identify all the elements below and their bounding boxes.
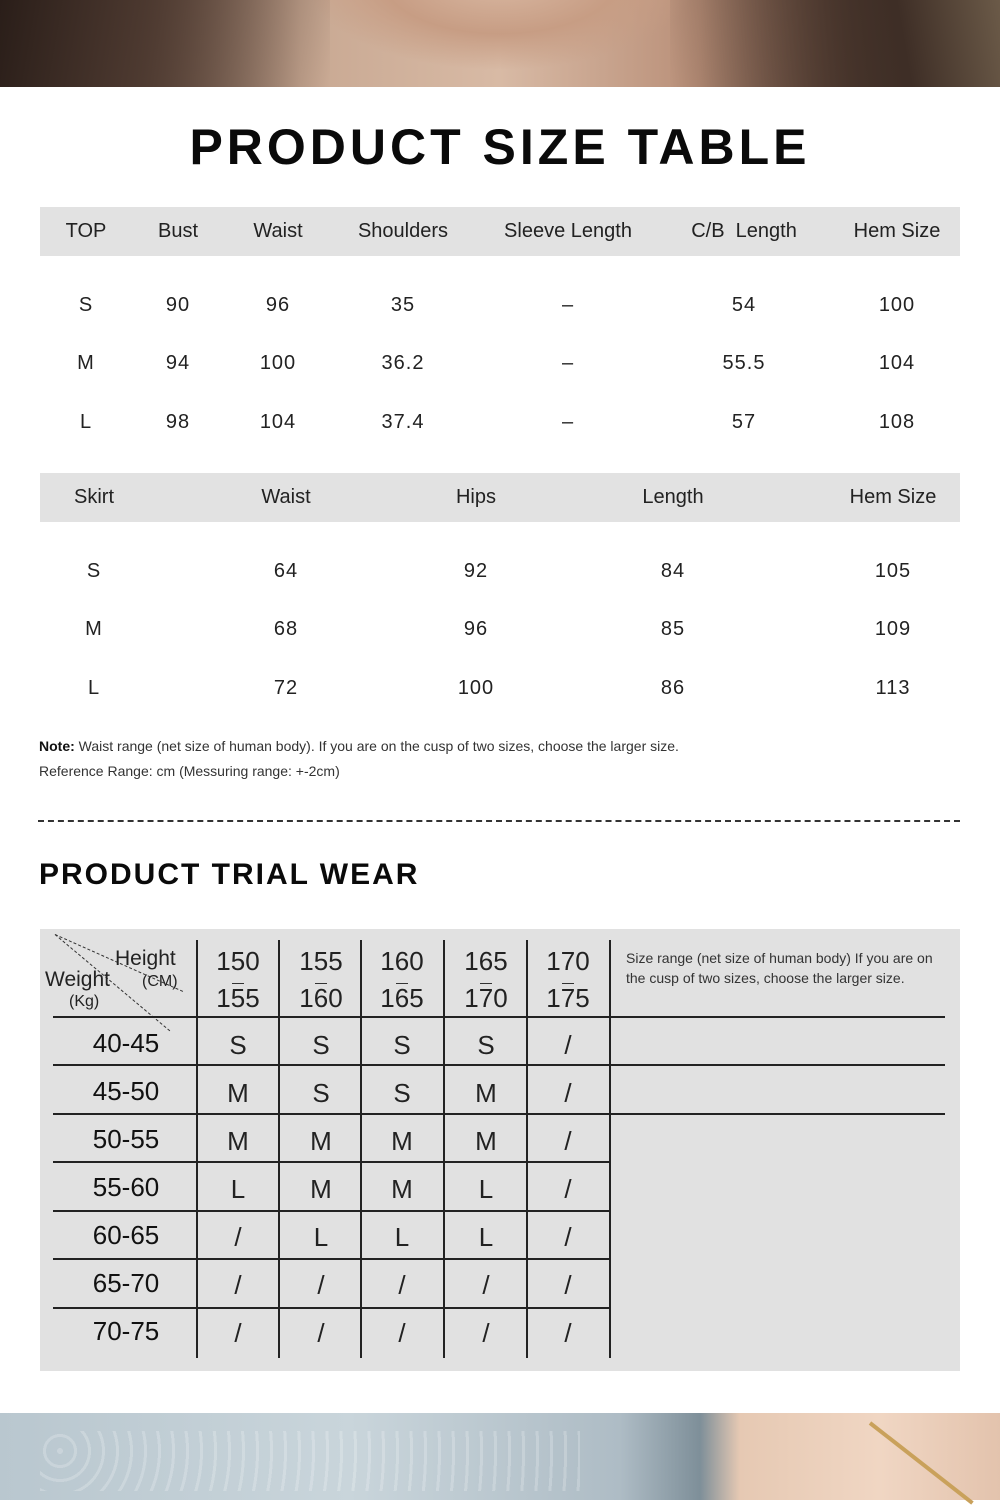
- size-cell: S: [477, 1030, 495, 1060]
- top-header-cell: C/B Length: [691, 220, 797, 242]
- waist-value: 104: [259, 411, 297, 433]
- range-dash: [562, 983, 574, 984]
- cb-length-value: 55.5: [722, 352, 766, 374]
- size-cell: /: [234, 1222, 242, 1252]
- height-range-header: 160 165: [380, 946, 424, 1013]
- shoulders-value: 37.4: [381, 411, 425, 433]
- hem-value: 104: [878, 352, 916, 374]
- size-cell: L: [230, 1174, 246, 1204]
- grid-line: [360, 940, 362, 1358]
- top-photo: [0, 0, 1000, 87]
- size-cell: /: [234, 1318, 242, 1348]
- size-cell: /: [317, 1270, 325, 1300]
- weight-label: Weight: [45, 968, 110, 991]
- hem-value: 113: [875, 677, 911, 699]
- height-unit: (CM): [142, 973, 178, 990]
- range-dash: [480, 983, 492, 984]
- bust-value: 98: [165, 411, 191, 433]
- weight-range: 70-75: [92, 1316, 160, 1346]
- weight-range: 45-50: [92, 1076, 160, 1106]
- size-cell: L: [394, 1222, 410, 1252]
- hips-value: 100: [457, 677, 495, 699]
- grid-line: [53, 1064, 945, 1066]
- size-cell: S: [312, 1030, 330, 1060]
- size-label: M: [85, 618, 103, 640]
- size-label: M: [77, 352, 95, 374]
- grid-line: [609, 940, 611, 1358]
- note-text: Waist range (net size of human body). If you are on the cusp of two sizes, choose the larger size.: [74, 738, 679, 754]
- size-cell: L: [478, 1174, 494, 1204]
- top-header-cell: Sleeve Length: [504, 220, 632, 242]
- weight-range: 40-45: [92, 1028, 160, 1058]
- size-cell: /: [234, 1270, 242, 1300]
- size-cell: L: [478, 1222, 494, 1252]
- size-cell: M: [310, 1126, 332, 1156]
- size-cell: /: [564, 1318, 572, 1348]
- grid-line: [278, 940, 280, 1358]
- photo-necklace: [869, 1421, 974, 1504]
- size-cell: M: [391, 1126, 413, 1156]
- size-cell: L: [313, 1222, 329, 1252]
- size-cell: M: [310, 1174, 332, 1204]
- length-value: 84: [660, 560, 686, 582]
- size-cell: S: [393, 1078, 411, 1108]
- hips-value: 92: [463, 560, 489, 582]
- top-header-cell: Waist: [253, 220, 303, 242]
- size-cell: /: [398, 1270, 406, 1300]
- bottom-photo: [0, 1413, 1000, 1500]
- height-range-header: 170 175: [546, 946, 590, 1013]
- hem-value: 105: [874, 560, 912, 582]
- size-cell: M: [475, 1126, 497, 1156]
- waist-value: 68: [273, 618, 299, 640]
- size-cell: S: [312, 1078, 330, 1108]
- size-label: S: [86, 560, 102, 582]
- top-size-table: [40, 207, 960, 447]
- top-header-cell: TOP: [65, 220, 107, 242]
- size-cell: M: [227, 1078, 249, 1108]
- trial-size-description: Size range (net size of human body) If you are on the cusp of two sizes, choose the larger size.: [626, 950, 933, 986]
- hem-value: 100: [878, 294, 916, 316]
- waist-value: 100: [259, 352, 297, 374]
- grid-line: [53, 1113, 945, 1115]
- grid-line: [443, 940, 445, 1358]
- trial-wear-title: PRODUCT TRIAL WEAR: [39, 858, 420, 891]
- cb-length-value: 57: [731, 411, 757, 433]
- size-cell: /: [564, 1174, 572, 1204]
- photo-hair-right: [670, 0, 1000, 87]
- grid-line: [526, 940, 528, 1358]
- note-label: Note:: [39, 738, 75, 754]
- size-cell: M: [475, 1078, 497, 1108]
- skirt-header-cell: Waist: [261, 486, 311, 508]
- height-range-header: 165 170: [464, 946, 508, 1013]
- range-dash: [396, 983, 408, 984]
- hem-value: 109: [874, 618, 912, 640]
- length-value: 86: [660, 677, 686, 699]
- size-label: L: [87, 677, 101, 699]
- size-cell: /: [564, 1078, 572, 1108]
- size-cell: S: [229, 1030, 247, 1060]
- skirt-size-table: [40, 473, 960, 713]
- waist-value: 72: [273, 677, 299, 699]
- length-value: 85: [660, 618, 686, 640]
- grid-line: [53, 1016, 945, 1018]
- hips-value: 96: [463, 618, 489, 640]
- height-range-header: 150 155: [216, 946, 260, 1013]
- size-cell: S: [393, 1030, 411, 1060]
- top-table-header: [40, 207, 960, 256]
- size-cell: /: [317, 1318, 325, 1348]
- grid-line: [196, 940, 198, 1358]
- weight-range: 65-70: [92, 1268, 160, 1298]
- range-dash: [315, 983, 327, 984]
- size-cell: /: [564, 1030, 572, 1060]
- size-note: [39, 738, 679, 754]
- weight-range: 60-65: [92, 1220, 160, 1250]
- shoulders-value: 35: [390, 294, 416, 316]
- photo-lace-texture: [40, 1431, 580, 1491]
- photo-hair-left: [0, 0, 330, 87]
- bust-value: 90: [165, 294, 191, 316]
- weight-range: 55-60: [92, 1172, 160, 1202]
- waist-value: 96: [265, 294, 291, 316]
- sleeve-value: –: [561, 294, 575, 316]
- size-cell: /: [564, 1126, 572, 1156]
- range-dash: [232, 983, 244, 984]
- shoulders-value: 36.2: [381, 352, 425, 374]
- page-title: PRODUCT SIZE TABLE: [189, 119, 811, 175]
- size-cell: /: [398, 1318, 406, 1348]
- size-cell: /: [482, 1270, 490, 1300]
- cb-length-value: 54: [731, 294, 757, 316]
- skirt-header-cell: Skirt: [74, 486, 114, 508]
- waist-value: 64: [273, 560, 299, 582]
- skirt-header-cell: Hips: [455, 486, 497, 508]
- skirt-header-cell: Length: [642, 486, 704, 508]
- bust-value: 94: [165, 352, 191, 374]
- size-cell: /: [564, 1270, 572, 1300]
- weight-unit: (Kg): [69, 993, 100, 1010]
- height-label: Height: [115, 947, 176, 970]
- skirt-table-header: [40, 473, 960, 522]
- size-cell: /: [482, 1318, 490, 1348]
- reference-range: Reference Range: cm (Messuring range: +-2cm): [39, 763, 340, 779]
- sleeve-value: –: [561, 411, 575, 433]
- size-cell: M: [227, 1126, 249, 1156]
- top-header-cell: Hem Size: [853, 220, 941, 242]
- sleeve-value: –: [561, 352, 575, 374]
- size-cell: M: [391, 1174, 413, 1204]
- size-cell: /: [564, 1222, 572, 1252]
- weight-range: 50-55: [92, 1124, 160, 1154]
- size-label: S: [78, 294, 94, 316]
- height-range-header: 155 160: [299, 946, 343, 1013]
- top-header-cell: Bust: [157, 220, 199, 242]
- size-label: L: [79, 411, 93, 433]
- skirt-header-cell: Hem Size: [849, 486, 937, 508]
- hem-value: 108: [878, 411, 916, 433]
- top-header-cell: Shoulders: [357, 220, 449, 242]
- section-divider: [38, 820, 960, 822]
